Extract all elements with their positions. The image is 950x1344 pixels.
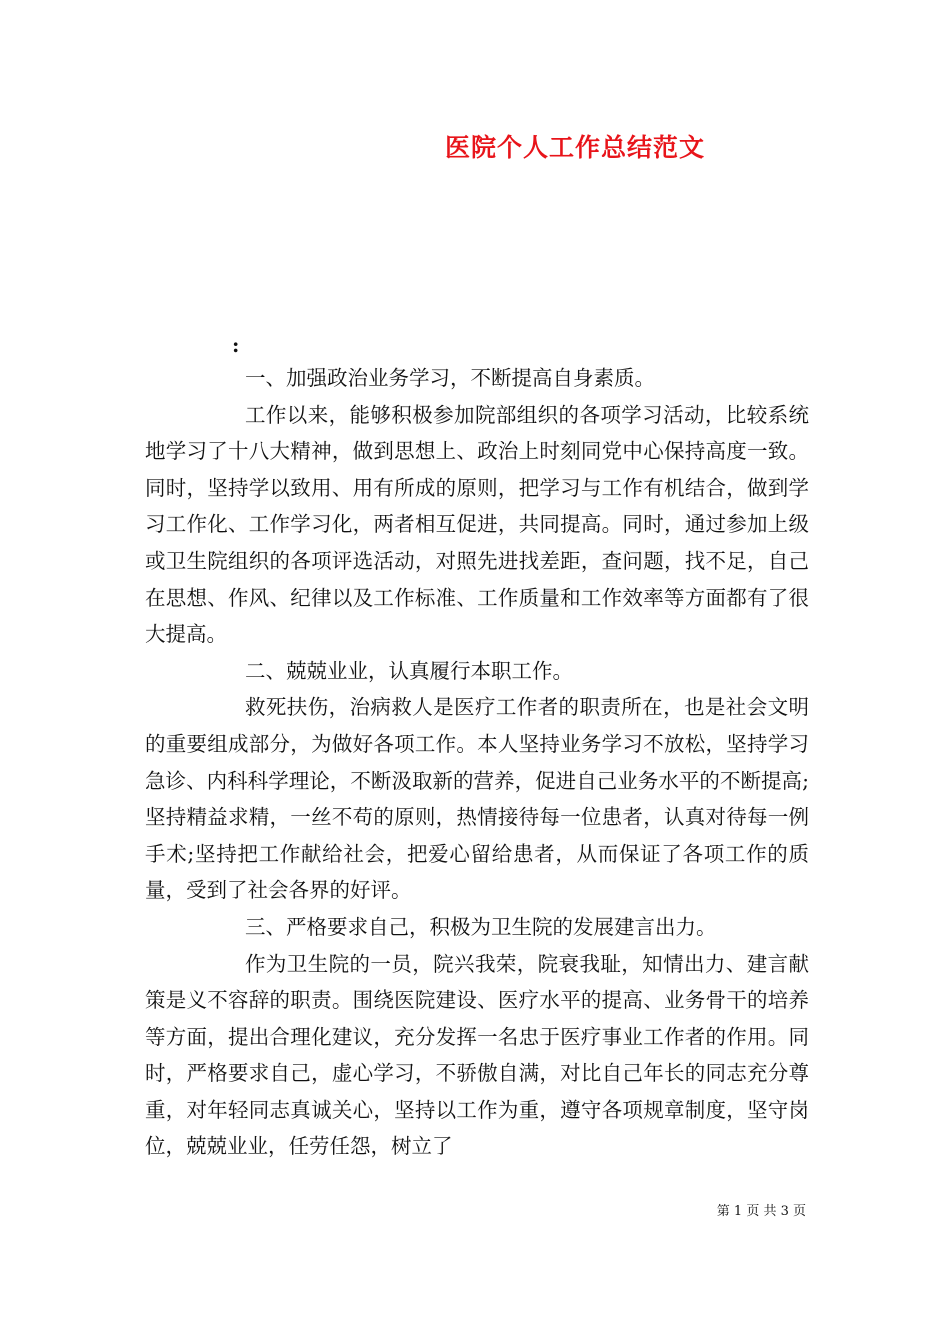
page-number-footer: 第 1 页 共 3 页 [716, 1204, 806, 1219]
paragraph-2: 救死扶伤，治病救人是医疗工作者的职责所在，也是社会文明的重要组成部分，为做好各项工作。本人坚持业务学习不放松，坚持学习急诊、内科科学理论，不断汲取新的营养，促进自己业务水平的不断提高;坚持精益求精，一丝不苟的原则，热情接待每一位患者，认真对待每一例手术;坚持把工作献给社会，把爱心留给患者，从而保证了各项工作的质量，受到了社会各界的好评。 [145, 695, 809, 903]
section-heading-1: 一、加强政治业务学习，不断提高自身素质。 [245, 366, 655, 390]
stray-colon: : [232, 333, 240, 357]
section-heading-3: 三、严格要求自己，积极为卫生院的发展建言出力。 [245, 914, 717, 939]
paragraph-1: 工作以来，能够积极参加院部组织的各项学习活动，比较系统地学习了十八大精神，做到思想上、政治上时刻同党中心保持高度一致。同时，坚持学以致用、用有所成的原则，把学习与工作有机结合，做到学习工作化、工作学习化，两者相互促进，共同提高。同时，通过参加上级或卫生院组织的各项评选活动，对照先进找差距，查问题，找不足，自己在思想、作风、纪律以及工作标准、工作质量和工作效率等方面都有了很大提高。 [145, 402, 809, 647]
section-heading-2: 二、兢兢业业，认真履行本职工作。 [245, 658, 573, 683]
paragraph-3: 作为卫生院的一员，院兴我荣，院衰我耻，知情出力、建言献策是义不容辞的职责。围绕医院建设、医疗水平的提高、业务骨干的培养等方面，提出合理化建议，充分发挥一名忠于医疗事业工作者的作用。同时，严格要求自己，虚心学习，不骄傲自满，对比自己年长的同志充分尊重，对年轻同志真诚关心，坚持以工作为重，遵守各项规章制度，坚守岗位，兢兢业业，任劳任怨，树立了 [145, 951, 809, 1159]
document-body [145, 360, 809, 1165]
document-title: 医院个人工作总结范文 [444, 133, 705, 162]
